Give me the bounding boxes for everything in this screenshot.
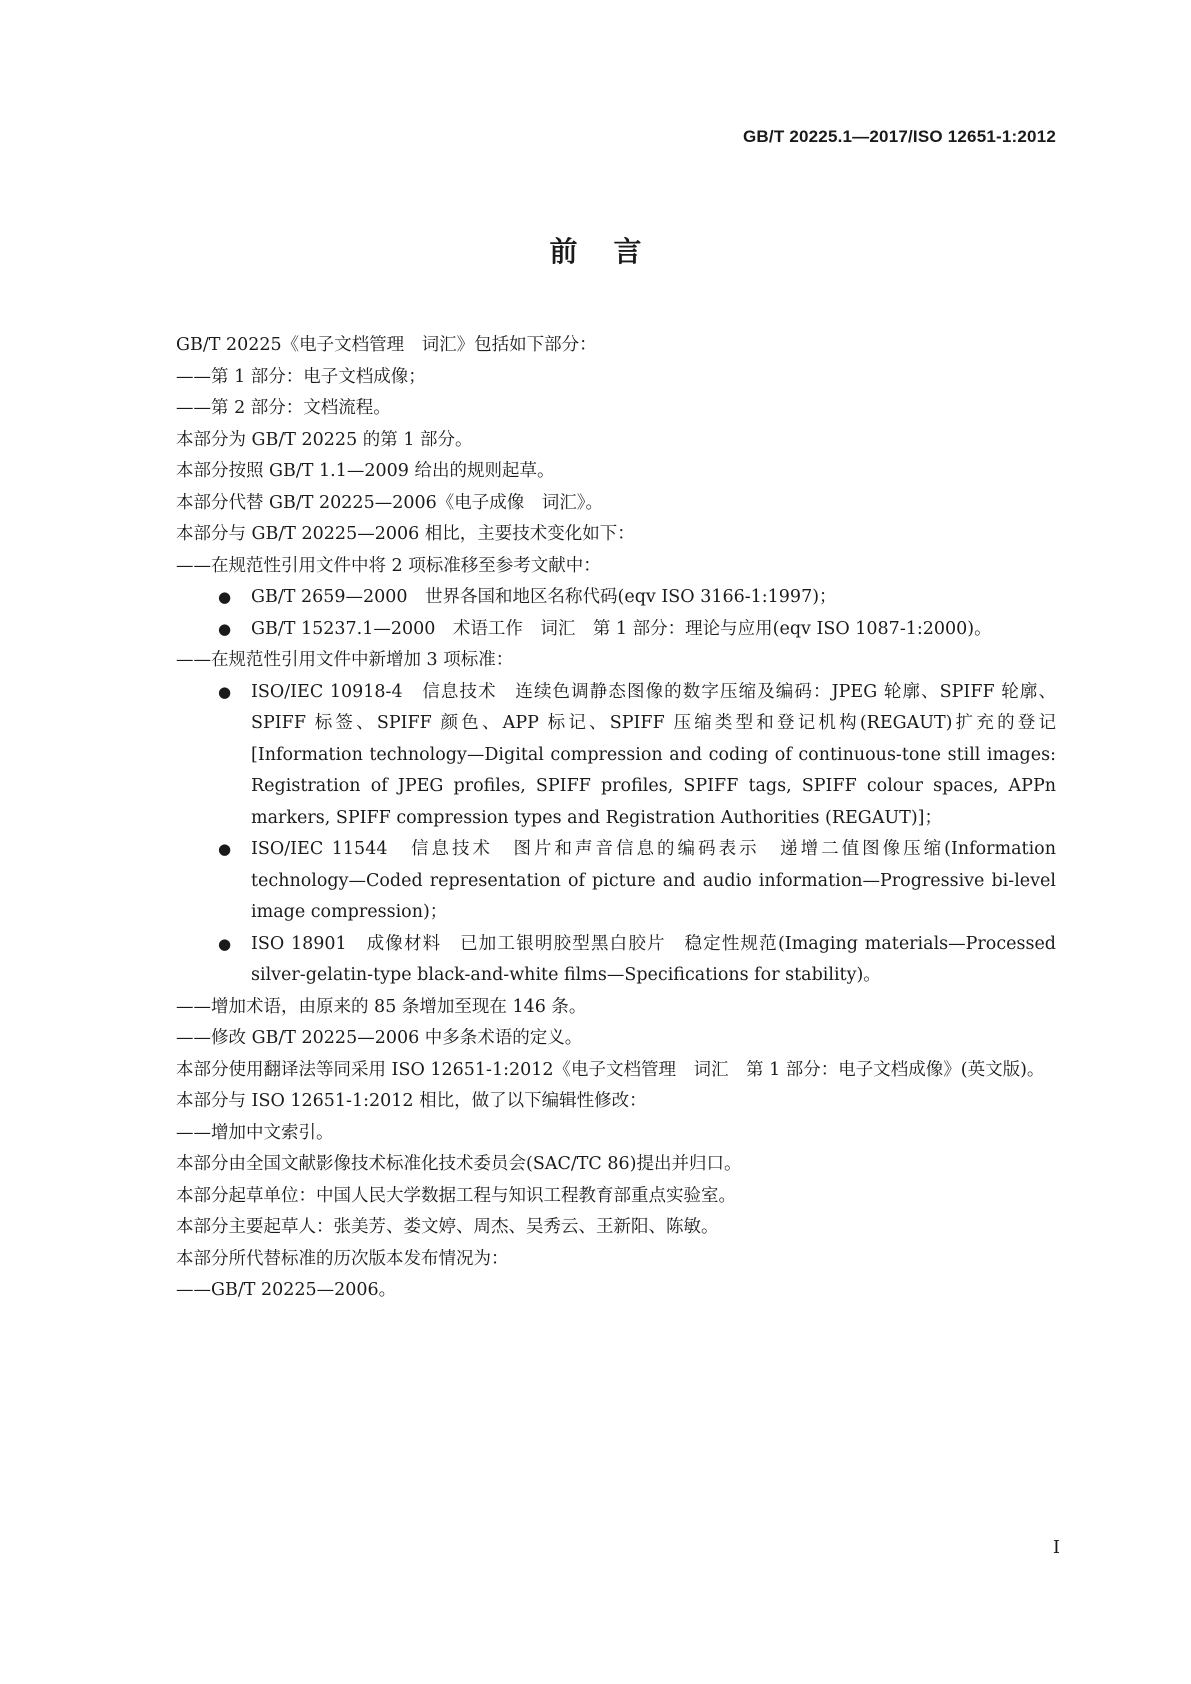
foreword-body [136, 330, 1056, 1307]
standard-code-header: GB/T 20225.1—2017/ISO 12651-1:2012 [743, 127, 1056, 146]
dash-item: ——在规范性引用文件中新增加 3 项标准： [176, 650, 514, 670]
bullet-text: GB/T 2659—2000 世界各国和地区名称代码(eqv ISO 3166-1:1997)； [251, 587, 837, 607]
bullet-text: ISO 18901 成像材料 已加工银明胶型黑白胶片 稳定性规范(Imaging materials—Processed silver-gelatin-type black-and-white films—Specifications for stability)。 [251, 933, 1056, 985]
paragraph: 本部分起草单位：中国人民大学数据工程与知识工程教育部重点实验室。 [176, 1185, 736, 1206]
page-title: 前言 [549, 235, 678, 268]
bullet-text: ISO/IEC 11544 信息技术 图片和声音信息的编码表示 递增二值图像压缩(Information technology—Coded representation of picture and audio information—Progressive bi-level image compression)； [251, 839, 1056, 922]
bullet-text: GB/T 15237.1—2000 术语工作 词汇 第 1 部分：理论与应用(eqv ISO 1087-1:2000)。 [251, 618, 992, 639]
dash-item: ——修改 GB/T 20225—2006 中多条术语的定义。 [176, 1028, 583, 1048]
dash-item: ——增加中文索引。 [176, 1122, 334, 1143]
paragraph: 本部分主要起草人：张美芳、娄文婷、周杰、吴秀云、王新阳、陈敏。 [176, 1217, 719, 1237]
bullet-item [136, 834, 1056, 929]
page-number: I [1052, 1537, 1060, 1558]
dash-item: ——第 2 部分：文档流程。 [176, 398, 391, 418]
bullet-item [136, 582, 1056, 614]
bullet-item [136, 929, 1056, 992]
paragraph: GB/T 20225《电子文档管理 词汇》包括如下部分： [176, 335, 597, 355]
paragraph: 本部分由全国文献影像技术标准化技术委员会(SAC/TC 86)提出并归口。 [176, 1154, 742, 1174]
paragraph: 本部分与 ISO 12651-1:2012 相比，做了以下编辑性修改： [176, 1091, 647, 1111]
paragraph: 本部分代替 GB/T 20225—2006《电子成像 词汇》。 [176, 492, 603, 513]
bullet-dot: ● [218, 588, 232, 606]
bullet-dot: ● [218, 840, 232, 858]
bullet-dot: ● [218, 934, 232, 953]
dash-item: ——在规范性引用文件中将 2 项标准移至参考文献中： [176, 555, 601, 576]
paragraph: 本部分为 GB/T 20225 的第 1 部分。 [176, 429, 473, 450]
bullet-dot: ● [218, 619, 232, 638]
paragraph: 本部分所代替标准的历次版本发布情况为： [176, 1248, 509, 1269]
dash-item: ——增加术语，由原来的 85 条增加至现在 146 条。 [176, 996, 587, 1017]
dash-item: ——第 1 部分：电子文档成像； [176, 366, 426, 387]
bullet-item [136, 677, 1056, 835]
dash-item: ——GB/T 20225—2006。 [176, 1280, 397, 1300]
bullet-dot: ● [218, 682, 232, 701]
paragraph: 本部分与 GB/T 20225—2006 相比，主要技术变化如下： [176, 524, 635, 544]
paragraph: 本部分按照 GB/T 1.1—2009 给出的规则起草。 [176, 461, 555, 481]
bullet-item [136, 614, 1056, 646]
paragraph: 本部分使用翻译法等同采用 ISO 12651-1:2012《电子文档管理 词汇 第 1 部分：电子文档成像》(英文版)。 [176, 1059, 1045, 1080]
bullet-text: ISO/IEC 10918-4 信息技术 连续色调静态图像的数字压缩及编码：JPEG 轮廓、SPIFF 轮廓、SPIFF 标签、SPIFF 颜色、APP 标记、SPIFF 压缩类型和登记机构(REGAUT)扩充的登记[Information technology—Digital compression and coding of continuous-tone still images: Registration of JPEG profiles, SPIFF profiles, SPIFF tags, SPIFF colour spaces, APPn markers, SPIFF compression types and Registration Authorities (REGAUT)]； [251, 681, 1056, 828]
